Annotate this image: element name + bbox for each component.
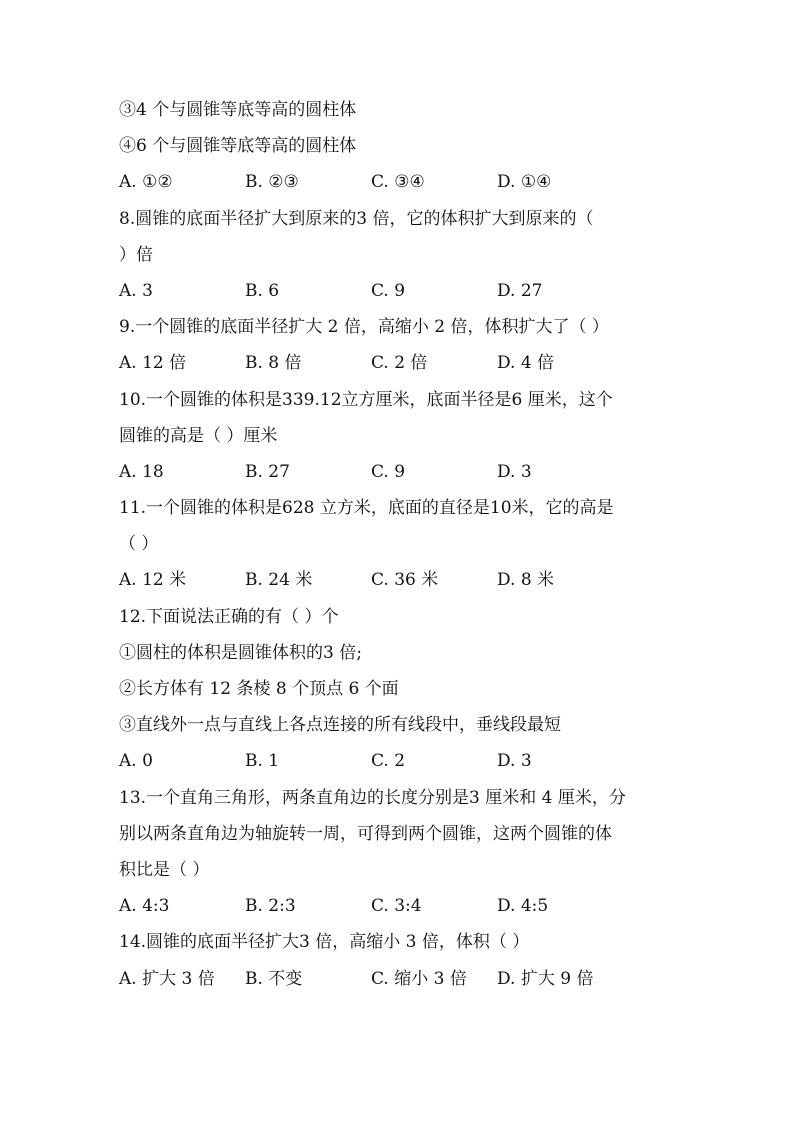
answer-option: C. 9 bbox=[371, 280, 406, 301]
text-line: ③4 个与圆锥等底等高的圆柱体 bbox=[119, 100, 357, 120]
answer-option: A. 18 bbox=[119, 461, 164, 482]
text-line: 别以两条直角边为轴旋转一周，可得到两个圆锥，这两个圆锥的体 bbox=[119, 823, 612, 844]
answer-option: D. 3 bbox=[497, 461, 532, 482]
answer-option: B. 不变 bbox=[245, 968, 303, 989]
answer-options-row bbox=[119, 273, 679, 309]
answer-option: D. 4 倍 bbox=[497, 353, 555, 374]
text-line: 11.一个圆锥的体积是628 立方米，底面的直径是10米，它的高是 bbox=[119, 498, 614, 519]
text-line: ②长方体有 12 条棱 8 个顶点 6 个面 bbox=[119, 679, 399, 699]
text-line: 积比是（ ） bbox=[119, 859, 210, 880]
answer-option: D. 扩大 9 倍 bbox=[497, 968, 594, 989]
answer-option: C. ③④ bbox=[371, 172, 425, 193]
answer-option: A. 扩大 3 倍 bbox=[119, 968, 215, 989]
text-line: ）倍 bbox=[119, 244, 153, 265]
answer-option: A. ①② bbox=[119, 172, 173, 193]
answer-option: B. 1 bbox=[245, 751, 280, 772]
answer-option: D. ①④ bbox=[497, 172, 552, 193]
answer-options-row bbox=[119, 454, 679, 490]
text-line: ③直线外一点与直线上各点连接的所有线段中，垂线段最短 bbox=[119, 715, 561, 736]
answer-option: A. 12 米 bbox=[119, 570, 187, 591]
answer-option: D. 27 bbox=[497, 280, 543, 301]
answer-options-row bbox=[119, 562, 679, 598]
answer-option: A. 12 倍 bbox=[119, 353, 187, 374]
answer-option: D. 3 bbox=[497, 751, 532, 772]
answer-option: C. 3:4 bbox=[371, 896, 422, 917]
answer-options-row bbox=[119, 743, 679, 779]
text-line: 8.圆锥的底面半径扩大到原来的3 倍，它的体积扩大到原来的（ bbox=[119, 208, 594, 229]
text-line: 10.一个圆锥的体积是339.12立方厘米，底面半径是6 厘米，这个 bbox=[119, 389, 613, 410]
answer-option: A. 4:3 bbox=[119, 896, 170, 917]
answer-option: D. 8 米 bbox=[497, 570, 555, 591]
answer-option: C. 36 米 bbox=[371, 570, 439, 591]
answer-options-row bbox=[119, 164, 679, 200]
answer-option: A. 3 bbox=[119, 280, 153, 301]
text-line: ④6 个与圆锥等底等高的圆柱体 bbox=[119, 136, 357, 157]
text-line: ①圆柱的体积是圆锥体积的3 倍; bbox=[119, 642, 362, 663]
answer-option: C. 9 bbox=[371, 461, 406, 482]
answer-option: C. 2 bbox=[371, 751, 406, 772]
answer-option: B. ②③ bbox=[245, 172, 299, 193]
text-line: 14.圆锥的底面半径扩大3 倍，高缩小 3 倍，体积（ ） bbox=[119, 932, 530, 953]
text-line: 12.下面说法正确的有（ ）个 bbox=[119, 606, 339, 627]
answer-option: B. 8 倍 bbox=[245, 353, 302, 374]
text-line: 13.一个直角三角形，两条直角边的长度分别是3 厘米和 4 厘米，分 bbox=[119, 787, 626, 808]
answer-option: D. 4:5 bbox=[497, 896, 549, 917]
answer-option: C. 2 倍 bbox=[371, 353, 428, 374]
text-line: 9.一个圆锥的底面半径扩大 2 倍，高缩小 2 倍，体积扩大了（ ） bbox=[119, 317, 609, 338]
text-line: （ ） bbox=[119, 534, 159, 555]
answer-options-row bbox=[119, 888, 679, 924]
answer-option: B. 24 米 bbox=[245, 570, 313, 591]
question-content bbox=[119, 92, 679, 997]
answer-option: A. 0 bbox=[119, 751, 153, 772]
answer-option: B. 2:3 bbox=[245, 896, 296, 917]
answer-options-row bbox=[119, 961, 679, 997]
answer-option: C. 缩小 3 倍 bbox=[371, 968, 467, 989]
text-line: 圆锥的高是（ ）厘米 bbox=[119, 425, 278, 446]
answer-option: B. 27 bbox=[245, 461, 290, 482]
answer-option: B. 6 bbox=[245, 280, 280, 301]
answer-options-row bbox=[119, 345, 679, 381]
